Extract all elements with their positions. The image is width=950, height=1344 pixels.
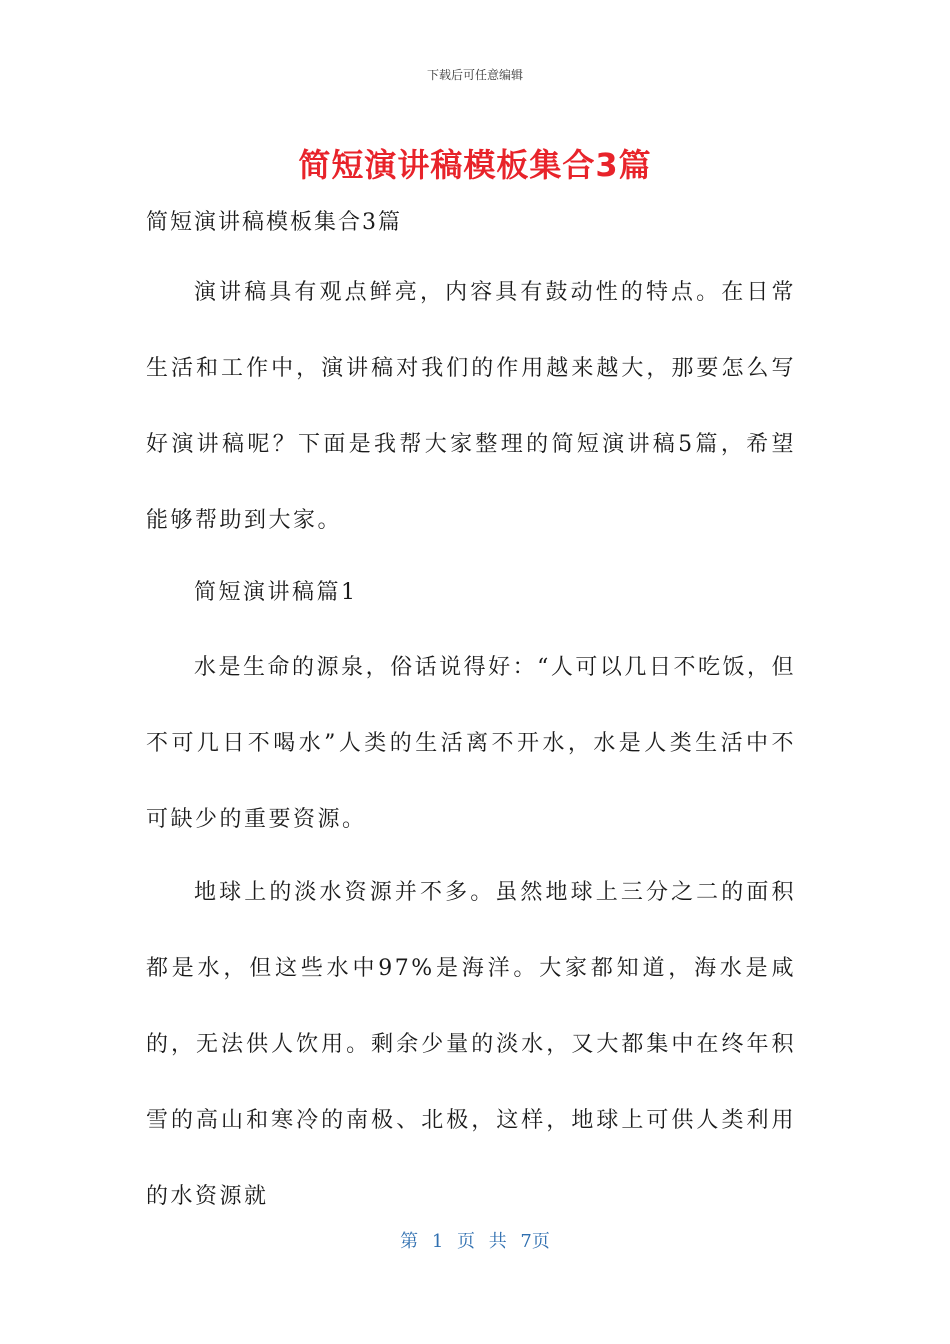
paragraph-freshwater: 地球上的淡水资源并不多。虽然地球上三分之二的面积都是水，但这些水中97%是海洋。大家都知道，海水是咸的，无法供人饮用。剩余少量的淡水，又大都集中在终年积雪的高山和寒冷的南极、北极，这样，地球上可供人类利用的水资源就 [146, 880, 796, 1209]
paragraph-water-source: 水是生命的源泉，俗话说得好：“人可以几日不吃饭，但不可几日不喝水”人类的生活离不开水，水是人类生活中不可缺少的重要资源。 [146, 655, 796, 832]
header-note: 下载后可任意编辑 [426, 68, 523, 82]
page-number: 第 1 页 共 7页 [400, 1231, 550, 1252]
section-heading: 简短演讲稿篇1 [194, 580, 358, 605]
paragraph-intro: 演讲稿具有观点鲜亮，内容具有鼓动性的特点。在日常生活和工作中，演讲稿对我们的作用越来越大，那要怎么写好演讲稿呢？下面是我帮大家整理的简短演讲稿5篇，希望能够帮助到大家。 [146, 280, 796, 533]
page-title: 简短演讲稿模板集合3篇 [298, 146, 652, 184]
document-subtitle: 简短演讲稿模板集合3篇 [146, 210, 402, 235]
